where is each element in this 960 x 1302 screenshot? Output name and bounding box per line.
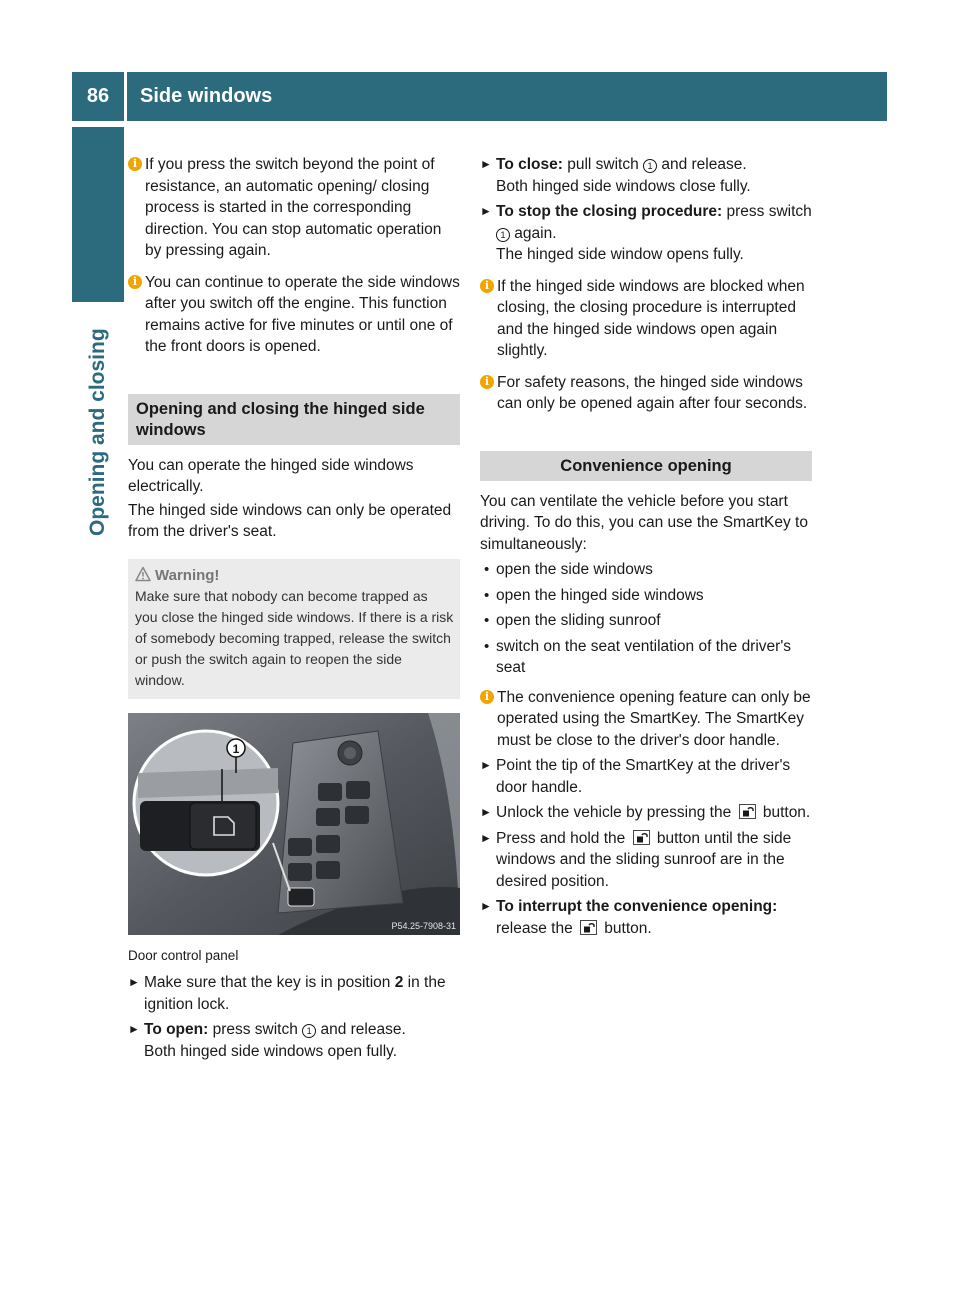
step-label: To interrupt the convenience opening: (496, 898, 778, 915)
step-text: Press and hold the (496, 829, 630, 847)
step-text: Make sure that the key is in position (144, 974, 395, 991)
right-column (480, 154, 812, 943)
instruction-step (480, 896, 812, 939)
step-text: press switch (722, 203, 812, 220)
switch-1-symbol: 1 (643, 159, 657, 173)
section-heading: Convenience opening (480, 451, 812, 481)
paragraph: You can ventilate the vehicle before you start driving. To do this, you can use the SmartKey to simultaneously: (480, 492, 808, 553)
bullet-dot: • (484, 561, 490, 578)
warning-title (135, 565, 454, 586)
side-tab (82, 310, 118, 550)
bullet-item (480, 610, 812, 632)
unlock-icon (633, 830, 650, 845)
bullet-dot: • (484, 637, 490, 655)
bullet-item (480, 585, 812, 607)
step-text: press switch (208, 1021, 303, 1038)
instruction-step (480, 755, 812, 798)
switch-1-symbol: 1 (496, 228, 510, 242)
paragraph: You can operate the hinged side windows electrically. (128, 456, 414, 495)
info-note-text: You can continue to operate the side windows after you switch off the engine. This function remains active for five minutes or until one of the front doors is opened. (145, 273, 460, 355)
info-note-text: If you press the switch beyond the point of resistance, an automatic opening/ closing process is started in the corresponding direction. You can stop automatic operation by pressing again. (145, 156, 442, 259)
step-label: To open: (144, 1021, 209, 1038)
door-control-panel-photo (128, 713, 460, 935)
arrow-icon: ► (480, 758, 492, 772)
warning-body: Make sure that nobody can become trapped as you close the hinged side windows. If there is a risk of somebody becoming trapped, release the switch or push the switch again to reopen the side window. (135, 587, 454, 688)
info-note (128, 154, 460, 262)
step-text: button. (600, 919, 652, 937)
info-icon: i (480, 375, 494, 389)
left-column (128, 154, 460, 1066)
door-panel-illustration (128, 713, 460, 935)
step-text: release the (496, 919, 577, 937)
bullet-dot: • (484, 586, 490, 604)
step-text: pull switch (562, 156, 644, 173)
section-heading: Opening and closing the hinged side windows (128, 394, 460, 445)
step-text: in the ignition lock. (144, 974, 446, 1013)
info-icon: i (480, 690, 494, 704)
step-text: and release. (657, 156, 747, 173)
bullet-text: switch on the seat ventilation of the driver's seat (496, 637, 792, 676)
info-note (480, 276, 812, 362)
arrow-icon: ► (128, 1022, 140, 1036)
step-text: again. (510, 224, 557, 242)
side-tab-label: Opening and closing (86, 328, 109, 536)
photo-caption: Door control panel (128, 947, 239, 963)
step-result: Both hinged side windows close fully. (496, 177, 751, 195)
bullet-dot: • (484, 612, 490, 629)
info-note (480, 687, 812, 752)
step-text: and release. (316, 1021, 406, 1038)
arrow-icon: ► (480, 204, 492, 218)
step-label: To stop the closing procedure: (496, 203, 723, 220)
step-text: button until the side windows and the sliding sunroof are in the desired position. (496, 829, 792, 890)
paragraph: The hinged side windows can only be operated from the driver's seat. (128, 501, 452, 540)
instruction-step (480, 828, 812, 893)
info-icon: i (128, 275, 142, 289)
step-result: Both hinged side windows open fully. (144, 1042, 398, 1060)
step-result: The hinged side window opens fully. (496, 246, 744, 263)
arrow-icon: ► (480, 157, 492, 171)
step-label: To close: (496, 156, 563, 173)
arrow-icon: ► (480, 830, 492, 845)
bullet-text: open the sliding sunroof (496, 612, 661, 629)
arrow-icon: ► (480, 805, 492, 819)
arrow-icon: ► (128, 975, 140, 989)
side-tab-block (72, 127, 124, 302)
switch-1-symbol: 1 (302, 1024, 316, 1038)
instruction-step (480, 802, 812, 824)
photo-code: P54.25-7908-31 (391, 920, 456, 931)
warning-triangle-icon (135, 566, 151, 582)
photo-callout-number: 1 (232, 741, 240, 756)
step-text: Point the tip of the SmartKey at the driver's door handle. (496, 757, 791, 796)
unlock-icon (739, 804, 756, 819)
info-note-text: If the hinged side windows are blocked when closing, the closing procedure is interrupted and the hinged side windows open again slightly. (497, 277, 805, 359)
step-text: Unlock the vehicle by pressing the (496, 804, 736, 821)
step-bold: 2 (394, 974, 404, 991)
instruction-step (480, 154, 812, 197)
header-divider (124, 72, 127, 121)
info-note-text: For safety reasons, the hinged side windows can only be opened again after four seconds. (497, 373, 808, 412)
warning-box (128, 559, 460, 699)
info-note (480, 372, 812, 415)
unlock-icon (580, 920, 597, 935)
warning-title-text: Warning! (155, 566, 220, 584)
info-icon: i (480, 279, 494, 293)
instruction-step (128, 1019, 460, 1062)
arrow-icon: ► (480, 899, 492, 913)
instruction-step (128, 972, 460, 1015)
instruction-step (480, 201, 812, 266)
info-icon: i (128, 157, 142, 171)
page-number: 86 (86, 85, 110, 107)
bullet-item (480, 559, 812, 581)
info-note-text: The convenience opening feature can only be operated using the SmartKey. The SmartKey must be close to the driver's door handle. (497, 688, 811, 749)
section-title: Side windows (140, 85, 273, 107)
step-text: button. (758, 804, 811, 821)
bullet-text: open the hinged side windows (496, 586, 704, 604)
bullet-item (480, 636, 812, 679)
bullet-text: open the side windows (496, 561, 653, 578)
info-note (128, 272, 460, 358)
